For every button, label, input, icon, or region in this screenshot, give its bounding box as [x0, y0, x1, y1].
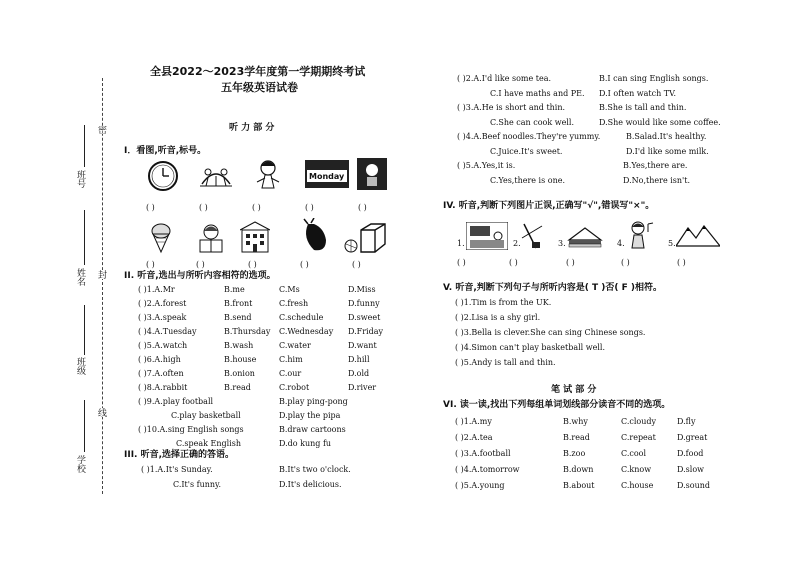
- option-c: C.house: [621, 481, 654, 490]
- q10-option-d: D.do kung fu: [279, 439, 332, 448]
- option-c: C.know: [621, 465, 652, 474]
- q4-option-b: B.Salad.It's healthy.: [626, 132, 707, 141]
- q1-option-b: B.It's two o'clock.: [279, 465, 351, 474]
- iv-number-2: 2.: [513, 239, 521, 248]
- option-b: B.front: [224, 299, 253, 308]
- q10-option-b: B.draw cartoons: [279, 425, 346, 434]
- q4-option-a[interactable]: ( )4.A.Beef noodles.They're yummy.: [457, 132, 601, 141]
- sandwich-icon: [567, 226, 603, 248]
- monday-label: Monday: [309, 172, 345, 181]
- option-d: D.sweet: [348, 313, 381, 322]
- option-d: D.fly: [677, 417, 696, 426]
- option-d: D.river: [348, 383, 377, 392]
- q9-option-c: C.play basketball: [171, 411, 241, 420]
- exam-title: 全县2022～2023学年度第一学期期终考试: [150, 65, 366, 78]
- v-item-2[interactable]: ( )2.Lisa is a shy girl.: [455, 313, 541, 322]
- iv-answer-4[interactable]: ( ): [621, 258, 630, 267]
- q1-option-c: C.It's funny.: [173, 480, 222, 489]
- option-b: B.Thursday: [224, 327, 271, 336]
- iv-number-1: 1.: [457, 239, 465, 248]
- option-d: D.funny: [348, 299, 380, 308]
- q5-option-d: D.No,there isn't.: [623, 176, 691, 185]
- answer-blank-i9[interactable]: ( ): [300, 260, 309, 269]
- option-d: D.hill: [348, 355, 370, 364]
- q5-option-a[interactable]: ( )5.A.Yes,it is.: [457, 161, 516, 170]
- section-iii-title: III. 听音,选择正确的答语。: [124, 450, 235, 460]
- q-number[interactable]: ( )1.A.my: [455, 417, 492, 426]
- singing-boy-icon: [626, 220, 656, 250]
- option-d: D.old: [348, 369, 370, 378]
- garden-icon: [198, 160, 234, 190]
- option-d: D.Miss: [348, 285, 376, 294]
- option-c: C.repeat: [621, 433, 656, 442]
- seal-label-xian: 线: [96, 408, 106, 417]
- q9-option-d: D.play the pipa: [279, 411, 341, 420]
- answer-blank-i1[interactable]: ( ): [146, 203, 155, 212]
- option-b: B.zoo: [563, 449, 586, 458]
- class-field[interactable]: [84, 305, 85, 355]
- q3-option-a[interactable]: ( )3.A.He is short and thin.: [457, 103, 566, 112]
- iv-answer-3[interactable]: ( ): [566, 258, 575, 267]
- q10-option-c: C.speak English: [176, 439, 241, 448]
- q-number[interactable]: ( )2.A.forest: [138, 299, 187, 308]
- q3-option-b: B.She is tall and thin.: [599, 103, 687, 112]
- v-item-5[interactable]: ( )5.Andy is tall and thin.: [455, 358, 556, 367]
- iv-answer-1[interactable]: ( ): [457, 258, 466, 267]
- q1-option-d: D.It's delicious.: [279, 480, 342, 489]
- option-b: B.down: [563, 465, 594, 474]
- q-number[interactable]: ( )8.A.rabbit: [138, 383, 188, 392]
- answer-blank-i10[interactable]: ( ): [352, 260, 361, 269]
- q-number[interactable]: ( )3.A.speak: [138, 313, 187, 322]
- q-number[interactable]: ( )2.A.tea: [455, 433, 493, 442]
- q-number[interactable]: ( )1.A.Mr: [138, 285, 175, 294]
- section-v-title: V. 听音,判断下列句子与所听内容是( T )否( F )相符。: [443, 283, 663, 293]
- q10-option-a[interactable]: ( )10.A.sing English songs: [138, 425, 244, 434]
- answer-blank-i3[interactable]: ( ): [252, 203, 261, 212]
- q2-option-a[interactable]: ( )2.A.I'd like some tea.: [457, 74, 552, 83]
- seal-label-mi: 密: [96, 125, 106, 134]
- answer-blank-i5[interactable]: ( ): [358, 203, 367, 212]
- q-number[interactable]: ( )3.A.football: [455, 449, 511, 458]
- iv-number-5: 5.: [668, 239, 676, 248]
- option-b: B.read: [563, 433, 590, 442]
- listening-heading: 听 力 部 分: [229, 123, 275, 133]
- option-d: D.sound: [677, 481, 711, 490]
- q4-option-c: C.Juice.It's sweet.: [490, 147, 563, 156]
- option-c: C.cool: [621, 449, 647, 458]
- option-d: D.Friday: [348, 327, 384, 336]
- q2-option-d: D.I often watch TV.: [599, 89, 677, 98]
- girl-icon: [254, 158, 282, 192]
- name-field[interactable]: [84, 210, 85, 265]
- option-d: D.want: [348, 341, 377, 350]
- eggplant-icon: [300, 218, 330, 254]
- q9-option-a[interactable]: ( )9.A.play football: [138, 397, 214, 406]
- written-heading: 笔 试 部 分: [551, 385, 597, 395]
- option-b: B.onion: [224, 369, 255, 378]
- v-item-4[interactable]: ( )4.Simon can't play basketball well.: [455, 343, 606, 352]
- option-c: C.cloudy: [621, 417, 657, 426]
- option-b: B.about: [563, 481, 595, 490]
- option-c: C.Wednesday: [279, 327, 334, 336]
- school-label: 学校: [75, 455, 85, 473]
- option-b: B.read: [224, 383, 251, 392]
- q2-option-c: C.I have maths and PE.: [490, 89, 585, 98]
- option-b: B.send: [224, 313, 252, 322]
- school-field[interactable]: [84, 400, 85, 452]
- q3-option-d: D.She would like some coffee.: [599, 118, 721, 127]
- section-ii-title: II. 听音,选出与所听内容相符的选项。: [124, 271, 276, 281]
- reading-girl-icon: [194, 222, 228, 254]
- class-number-label: 班号: [75, 170, 85, 188]
- exam-subtitle: 五年级英语试卷: [221, 81, 298, 94]
- q-number[interactable]: ( )5.A.watch: [138, 341, 188, 350]
- option-c: C.schedule: [279, 313, 324, 322]
- q4-option-d: D.I'd like some milk.: [626, 147, 709, 156]
- iv-number-3: 3.: [558, 239, 566, 248]
- ice-cream-icon: [148, 222, 174, 254]
- option-b: B.wash: [224, 341, 254, 350]
- clock-icon: [147, 160, 179, 192]
- option-d: D.slow: [677, 465, 704, 474]
- q3-option-c: C.She can cook well.: [490, 118, 574, 127]
- q5-option-c: C.Yes,there is one.: [490, 176, 566, 185]
- classroom-scene-icon: [466, 222, 508, 250]
- q2-option-b: B.I can sing English songs.: [599, 74, 709, 83]
- v-item-1[interactable]: ( )1.Tim is from the UK.: [455, 298, 552, 307]
- section-vi-title: VI. 读一读,找出下列每组单词划线部分读音不同的选项。: [443, 400, 671, 410]
- v-item-3[interactable]: ( )3.Bella is clever.She can sing Chinese songs.: [455, 328, 646, 337]
- iv-number-4: 4.: [617, 239, 625, 248]
- school-building-icon: [240, 220, 270, 254]
- iv-answer-5[interactable]: ( ): [677, 258, 686, 267]
- answer-blank-i6[interactable]: ( ): [146, 260, 155, 269]
- q1-option-a[interactable]: ( )1.A.It's Sunday.: [141, 465, 213, 474]
- seal-label-feng: 封: [96, 270, 106, 279]
- option-b: B.house: [224, 355, 257, 364]
- option-c: C.Ms: [279, 285, 300, 294]
- class-number-field[interactable]: [84, 125, 85, 167]
- answer-blank-i8[interactable]: ( ): [248, 260, 257, 269]
- robot-poster-icon: [357, 158, 387, 190]
- q5-option-b: B.Yes,there are.: [623, 161, 688, 170]
- q9-option-b: B.play ping-pong: [279, 397, 348, 406]
- answer-blank-i4[interactable]: ( ): [305, 203, 314, 212]
- option-c: C.robot: [279, 383, 310, 392]
- section-i-title: I．看图,听音,标号。: [124, 146, 207, 156]
- section-iv-title: IV. 听音,判断下列图片正误,正确写"√",错误写"×"。: [443, 201, 655, 211]
- mountains-icon: [676, 222, 720, 248]
- q-number[interactable]: ( )6.A.high: [138, 355, 181, 364]
- erhu-icon: [520, 222, 544, 250]
- fold-line: [102, 78, 103, 494]
- option-b: B.me: [224, 285, 245, 294]
- option-c: C.water: [279, 341, 311, 350]
- answer-blank-i7[interactable]: ( ): [196, 260, 205, 269]
- option-c: C.him: [279, 355, 303, 364]
- option-c: C.our: [279, 369, 302, 378]
- q-number[interactable]: ( )4.A.Tuesday: [138, 327, 197, 336]
- iv-answer-2[interactable]: ( ): [509, 258, 518, 267]
- option-c: C.fresh: [279, 299, 309, 308]
- q-number[interactable]: ( )7.A.often: [138, 369, 184, 378]
- q-number[interactable]: ( )4.A.tomorrow: [455, 465, 520, 474]
- q-number[interactable]: ( )5.A.young: [455, 481, 505, 490]
- name-label: 姓名: [75, 268, 85, 286]
- box-and-ball-icon: [343, 222, 387, 254]
- class-label: 班级: [75, 357, 85, 375]
- option-d: D.great: [677, 433, 708, 442]
- option-b: B.why: [563, 417, 588, 426]
- option-d: D.food: [677, 449, 704, 458]
- answer-blank-i2[interactable]: ( ): [199, 203, 208, 212]
